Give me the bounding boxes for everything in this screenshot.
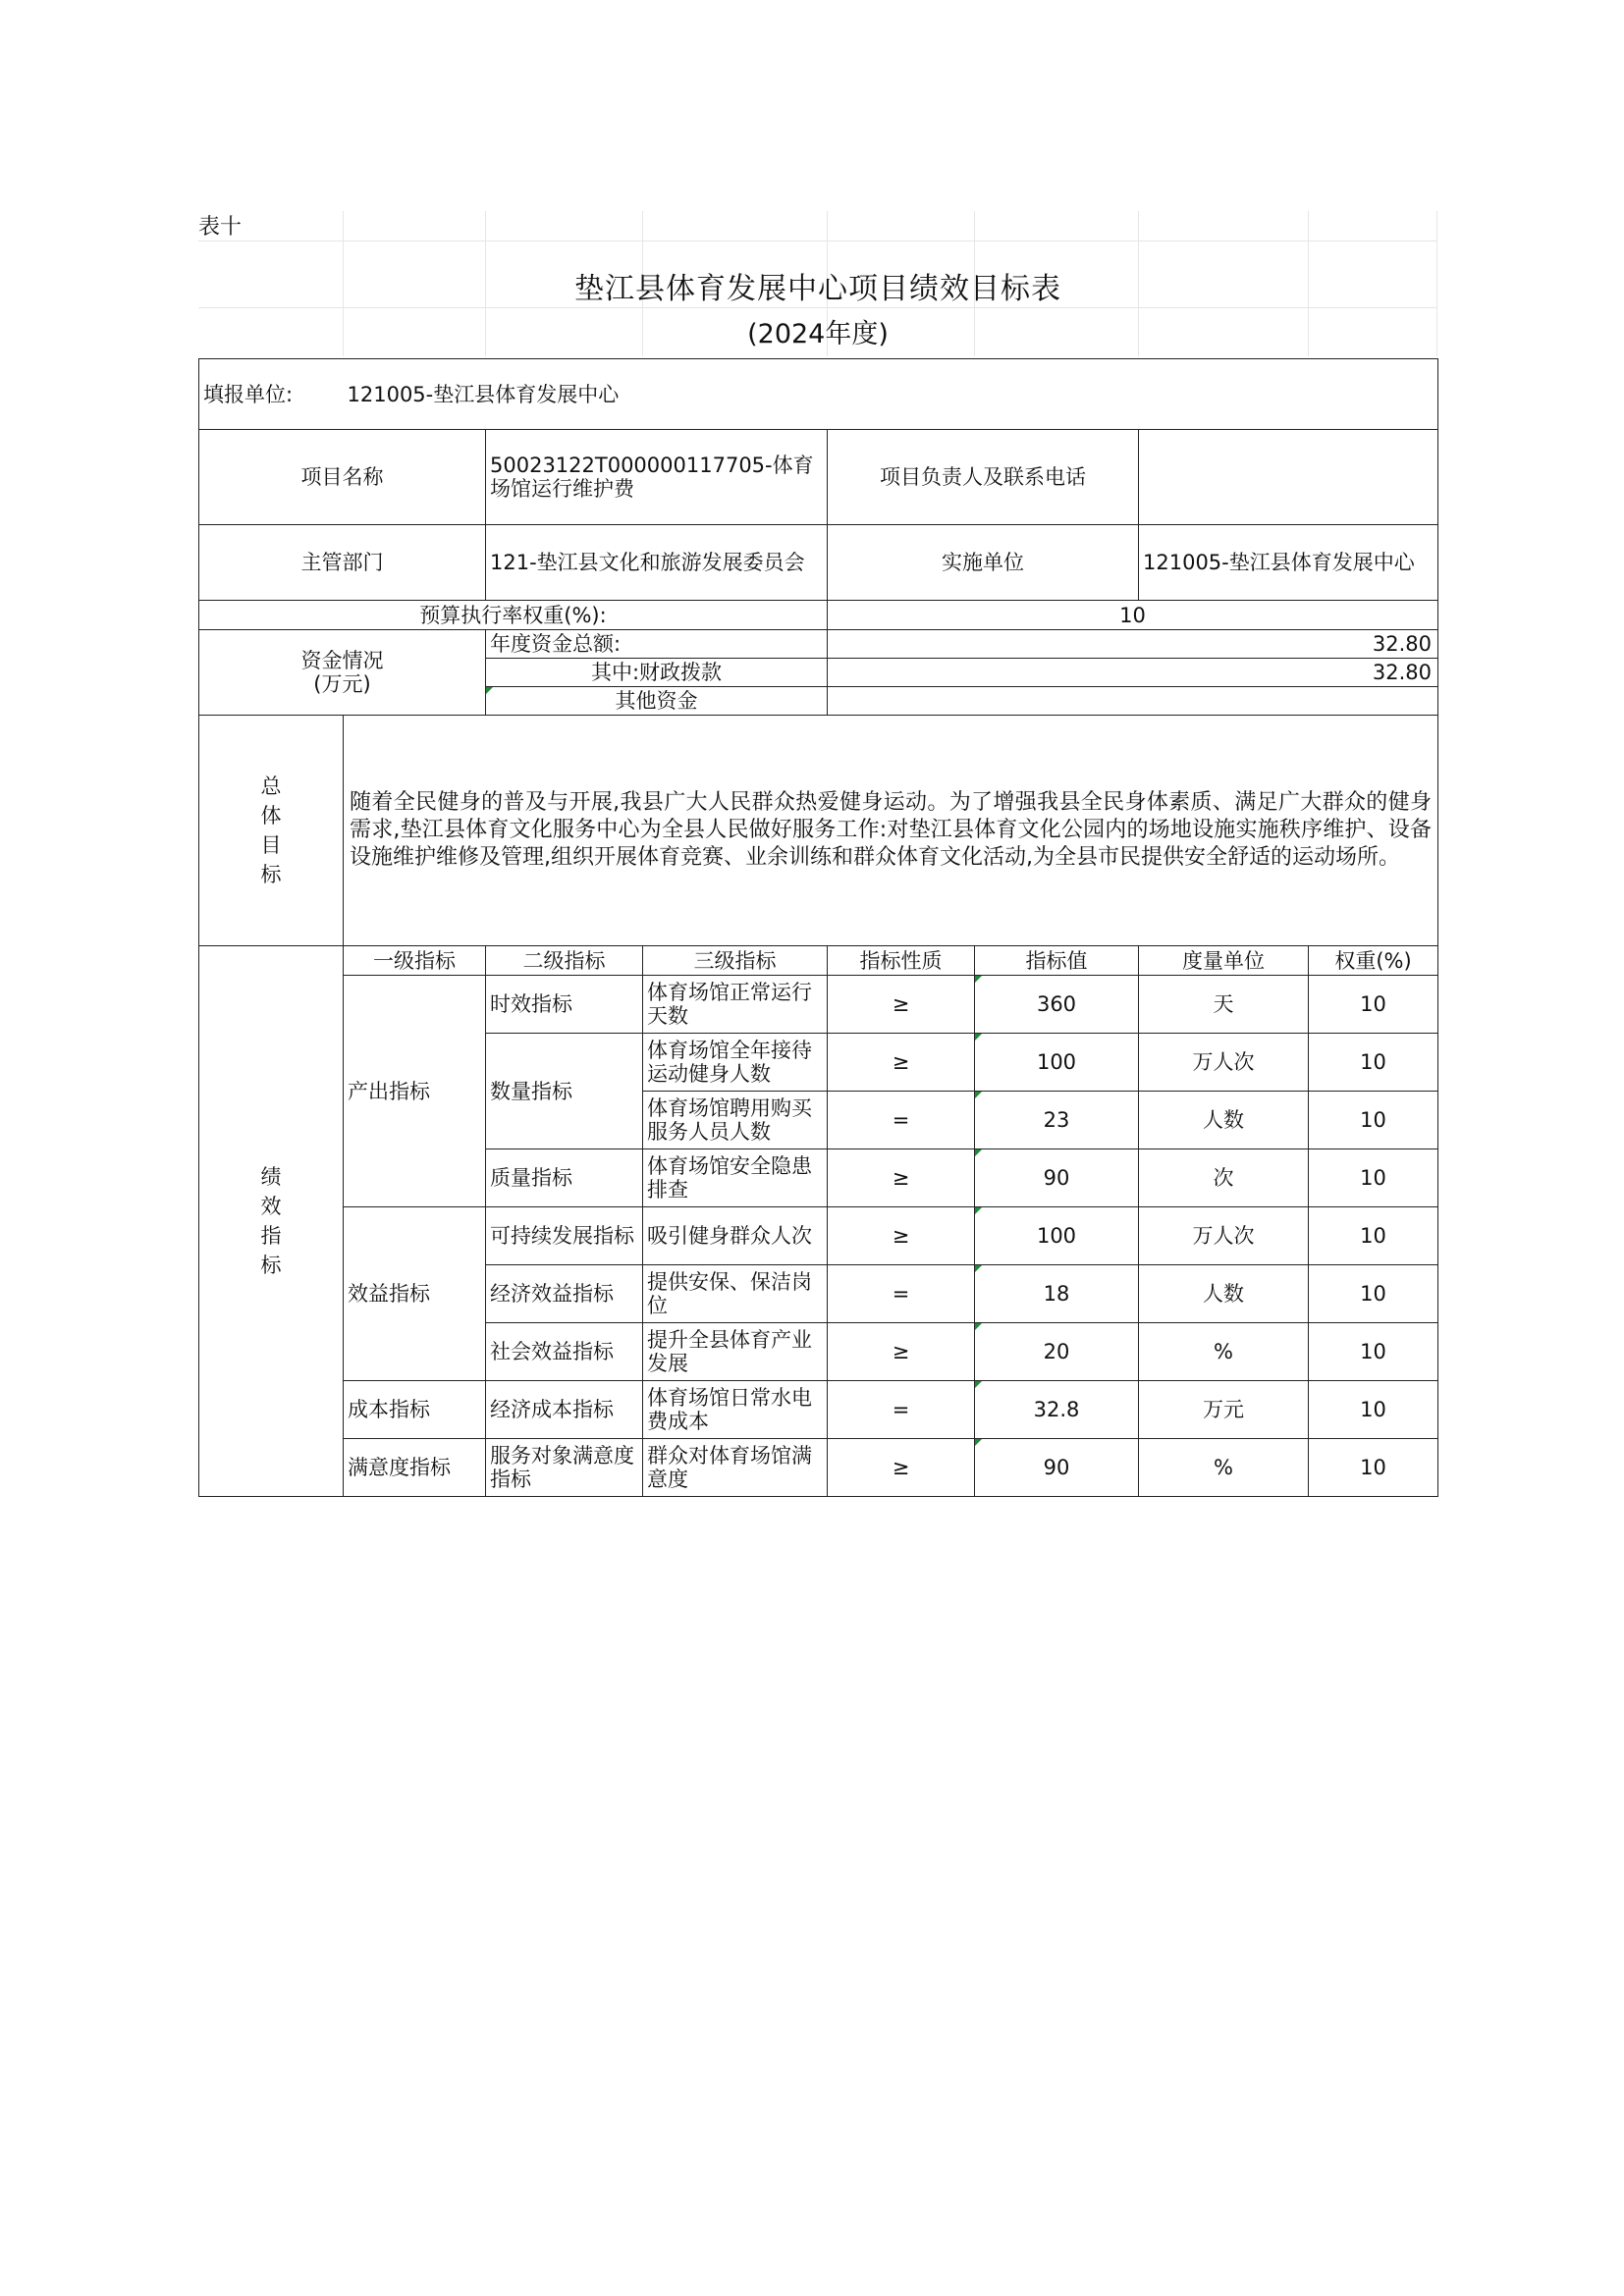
perf-op: ≥: [828, 1034, 975, 1092]
dept-value: 121-垫江县文化和旅游发展委员会: [486, 525, 828, 601]
perf-unit: 万人次: [1139, 1207, 1309, 1265]
perf-weight: 10: [1309, 976, 1438, 1034]
perf-l3: 体育场馆聘用购买服务人员人数: [643, 1092, 828, 1149]
perf-unit: %: [1139, 1439, 1309, 1497]
unit-label: 填报单位:: [199, 359, 344, 430]
dept-row: [199, 525, 1438, 601]
funds-other-label: 其他资金: [486, 687, 828, 716]
funds-label: 资金情况: [300, 649, 384, 672]
budget-weight-value: 10: [828, 601, 1438, 630]
perf-unit: %: [1139, 1323, 1309, 1381]
table-row: [199, 1381, 1438, 1439]
perf-l3: 提升全县体育产业发展: [643, 1323, 828, 1381]
perf-l2: 经济成本指标: [486, 1381, 643, 1439]
perf-val: 23: [975, 1092, 1139, 1149]
unit-value: 121005-垫江县体育发展中心: [344, 359, 1438, 430]
funds-label-cell: [199, 630, 486, 716]
perf-weight: 10: [1309, 1149, 1438, 1207]
perf-header-l3: 三级指标: [643, 946, 828, 976]
perf-unit: 次: [1139, 1149, 1309, 1207]
perf-l2: 服务对象满意度指标: [486, 1439, 643, 1497]
perf-weight: 10: [1309, 1381, 1438, 1439]
perf-l3: 体育场馆正常运行天数: [643, 976, 828, 1034]
perf-label-char: 指: [260, 1224, 282, 1248]
perf-op: =: [828, 1092, 975, 1149]
funds-total-value: 32.80: [828, 630, 1438, 659]
funds-other-value: [828, 687, 1438, 716]
perf-header-op: 指标性质: [828, 946, 975, 976]
perf-l2: 可持续发展指标: [486, 1207, 643, 1265]
perf-val: 20: [975, 1323, 1139, 1381]
perf-weight: 10: [1309, 1439, 1438, 1497]
perf-unit: 人数: [1139, 1092, 1309, 1149]
funds-total-row: [199, 630, 1438, 659]
year-subtitle: (2024年度): [747, 319, 889, 349]
goal-label-char: 总: [260, 774, 282, 798]
goal-row: [199, 716, 1438, 946]
perf-l3: 体育场馆日常水电费成本: [643, 1381, 828, 1439]
performance-table: [198, 358, 1438, 1497]
project-leader-value: [1139, 430, 1438, 525]
perf-l2: 数量指标: [486, 1034, 643, 1149]
project-leader-label: 项目负责人及联系电话: [828, 430, 1139, 525]
perf-val: 100: [975, 1034, 1139, 1092]
perf-l3: 提供安保、保洁岗位: [643, 1265, 828, 1323]
perf-l3: 吸引健身群众人次: [643, 1207, 828, 1265]
perf-val: 360: [975, 976, 1139, 1034]
perf-l2: 质量指标: [486, 1149, 643, 1207]
perf-weight: 10: [1309, 1323, 1438, 1381]
perf-label-char: 标: [260, 1254, 282, 1277]
perf-weight: 10: [1309, 1207, 1438, 1265]
perf-l3: 群众对体育场馆满意度: [643, 1439, 828, 1497]
perf-l3: 体育场馆安全隐患排查: [643, 1149, 828, 1207]
perf-l2: 社会效益指标: [486, 1323, 643, 1381]
perf-val: 32.8: [975, 1381, 1139, 1439]
perf-l2: 经济效益指标: [486, 1265, 643, 1323]
funds-unit: (万元): [313, 672, 371, 696]
perf-label-char: 效: [260, 1195, 282, 1218]
perf-weight: 10: [1309, 1265, 1438, 1323]
perf-op: ≥: [828, 1207, 975, 1265]
perf-op: =: [828, 1381, 975, 1439]
goal-label-char: 体: [260, 804, 282, 828]
goal-text: 随着全民健身的普及与开展,我县广大人民群众热爱健身运动。为了增强我县全民身体素质、满足广大群众的健身需求,垫江县体育文化服务中心为全县人民做好服务工作:对垫江县体育文化公园内的场地设施实施秩序维护、设备设施维护维修及管理,组织开展体育竞赛、业余训练和群众体育文化活动,为全县市民提供安全舒适的运动场所。: [344, 716, 1438, 946]
budget-weight-row: [199, 601, 1438, 630]
funds-fiscal-label: 其中:财政拨款: [486, 659, 828, 687]
perf-l1: 效益指标: [344, 1207, 486, 1381]
goal-label: [199, 716, 344, 946]
perf-op: ≥: [828, 1323, 975, 1381]
perf-val: 90: [975, 1439, 1139, 1497]
perf-l1: 产出指标: [344, 976, 486, 1207]
perf-weight: 10: [1309, 1092, 1438, 1149]
funds-total-label: 年度资金总额:: [486, 630, 828, 659]
funds-fiscal-value: 32.80: [828, 659, 1438, 687]
perf-unit: 万元: [1139, 1381, 1309, 1439]
perf-weight: 10: [1309, 1034, 1438, 1092]
perf-header-l1: 一级指标: [344, 946, 486, 976]
sheet-label: 表十: [198, 215, 243, 240]
perf-l1: 成本指标: [344, 1381, 486, 1439]
perf-val: 100: [975, 1207, 1139, 1265]
table-row: [199, 1439, 1438, 1497]
goal-label-char: 目: [260, 833, 282, 857]
impl-label: 实施单位: [828, 525, 1139, 601]
budget-weight-label: 预算执行率权重(%):: [199, 601, 828, 630]
perf-label: [199, 946, 344, 1497]
project-name-label: 项目名称: [199, 430, 486, 525]
goal-label-char: 标: [260, 863, 282, 886]
table-row: [199, 1207, 1438, 1265]
perf-unit: 人数: [1139, 1265, 1309, 1323]
perf-unit: 天: [1139, 976, 1309, 1034]
perf-op: =: [828, 1265, 975, 1323]
perf-header-row: [199, 946, 1438, 976]
impl-value: 121005-垫江县体育发展中心: [1139, 525, 1438, 601]
perf-op: ≥: [828, 1439, 975, 1497]
dept-label: 主管部门: [199, 525, 486, 601]
page-title: 垫江县体育发展中心项目绩效目标表: [574, 272, 1061, 306]
perf-op: ≥: [828, 1149, 975, 1207]
perf-header-l2: 二级指标: [486, 946, 643, 976]
project-name-value: 50023122T000000117705-体育场馆运行维护费: [486, 430, 828, 525]
perf-l3: 体育场馆全年接待运动健身人数: [643, 1034, 828, 1092]
perf-l1: 满意度指标: [344, 1439, 486, 1497]
project-name-row: [199, 430, 1438, 525]
table-row: [199, 976, 1438, 1034]
perf-label-char: 绩: [260, 1165, 282, 1189]
unit-row: [199, 359, 1438, 430]
perf-header-val: 指标值: [975, 946, 1139, 976]
perf-op: ≥: [828, 976, 975, 1034]
perf-val: 90: [975, 1149, 1139, 1207]
perf-unit: 万人次: [1139, 1034, 1309, 1092]
perf-header-weight: 权重(%): [1309, 946, 1438, 976]
perf-val: 18: [975, 1265, 1139, 1323]
perf-l2: 时效指标: [486, 976, 643, 1034]
perf-header-unit: 度量单位: [1139, 946, 1309, 976]
